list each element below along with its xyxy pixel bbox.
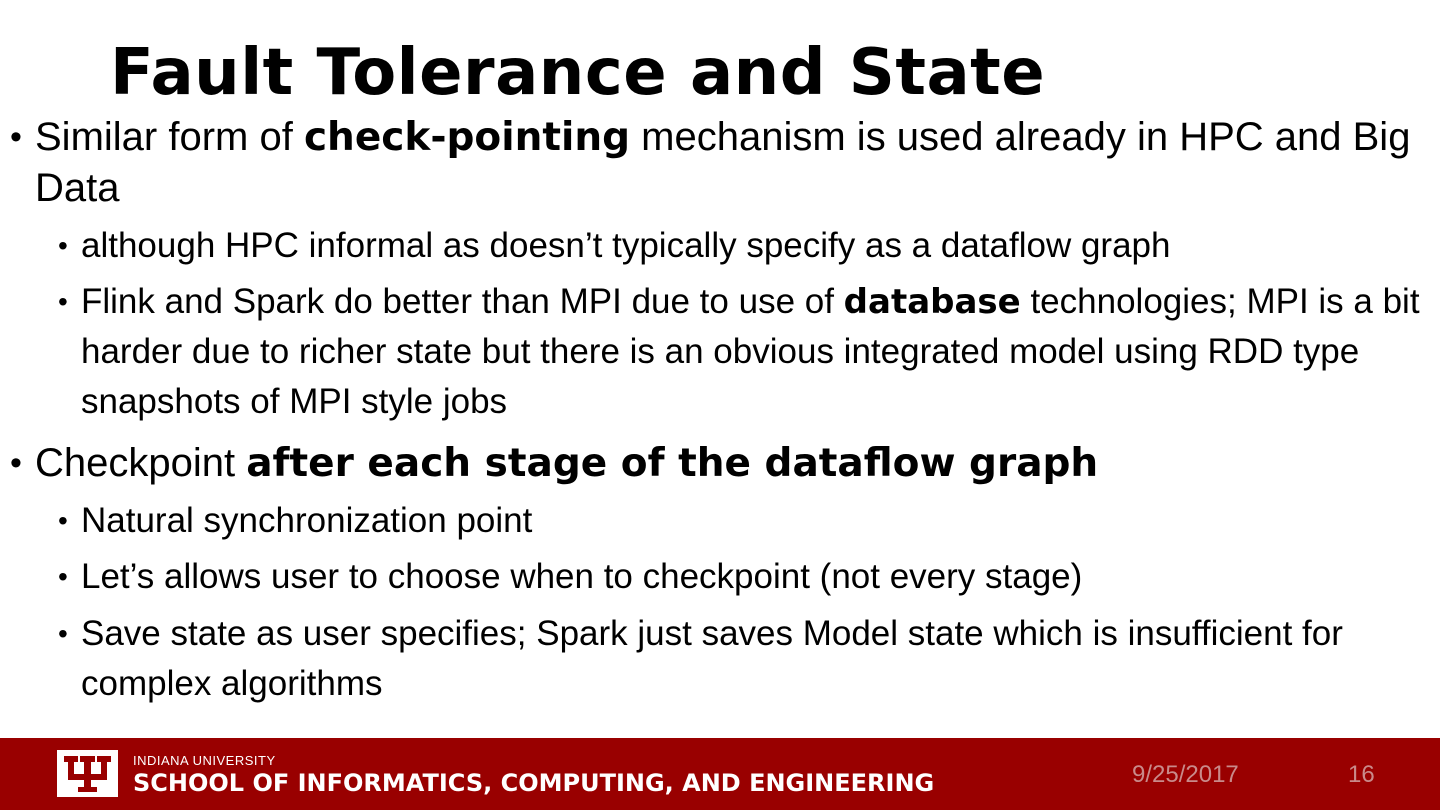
- bullet-dot: •: [10, 444, 22, 482]
- bullet-dot: •: [58, 618, 68, 649]
- bullet-text: although HPC informal as doesn’t typically specify as a dataflow graph: [81, 226, 1171, 265]
- slide-title: Fault Tolerance and State: [110, 36, 1046, 110]
- bullet-level2: [58, 496, 1438, 546]
- bullet-dot: •: [58, 561, 68, 592]
- bullet-dot: •: [10, 118, 22, 156]
- bullet-level2: [58, 609, 1438, 709]
- bullet-dot: •: [58, 286, 68, 317]
- bullet-level1: [10, 438, 1420, 489]
- emphasis-text: check-pointing: [303, 115, 631, 160]
- bullet-level1: [10, 112, 1420, 213]
- school-name: SCHOOL OF INFORMATICS, COMPUTING, AND ENGINEERING: [133, 769, 935, 797]
- bullet-level2: [58, 552, 1438, 602]
- bullet-text: Flink and Spark do better than MPI due to use of database technologies; MPI is a bit harder due to richer state but there is an obvious integrated model using RDD type snapshots of MPI style jobs: [81, 282, 1420, 421]
- slide-date: 9/25/2017: [1132, 761, 1239, 788]
- bullet-dot: •: [58, 230, 68, 261]
- bullet-text: Let’s allows user to choose when to checkpoint (not every stage): [81, 557, 1083, 596]
- bullet-text: Similar form of check-pointing mechanism is used already in HPC and Big Data: [35, 115, 1411, 210]
- bullet-text: Save state as user specifies; Spark just saves Model state which is insufficient for complex algorithms: [81, 614, 1343, 703]
- bullet-level2: [58, 277, 1438, 427]
- slide-number: 16: [1348, 761, 1375, 788]
- bullet-level2: [58, 221, 1438, 271]
- emphasis-text: after each stage of the dataflow graph: [246, 441, 1099, 486]
- bullet-text: Natural synchronization point: [81, 501, 533, 540]
- university-name: INDIANA UNIVERSITY: [133, 753, 276, 768]
- bullet-dot: •: [58, 505, 68, 536]
- footer-bar: [0, 738, 1440, 810]
- bullet-text: Checkpoint after each stage of the dataflow graph: [35, 441, 1099, 486]
- iu-trident-logo-icon: [57, 750, 118, 797]
- emphasis-text: database: [843, 282, 1021, 322]
